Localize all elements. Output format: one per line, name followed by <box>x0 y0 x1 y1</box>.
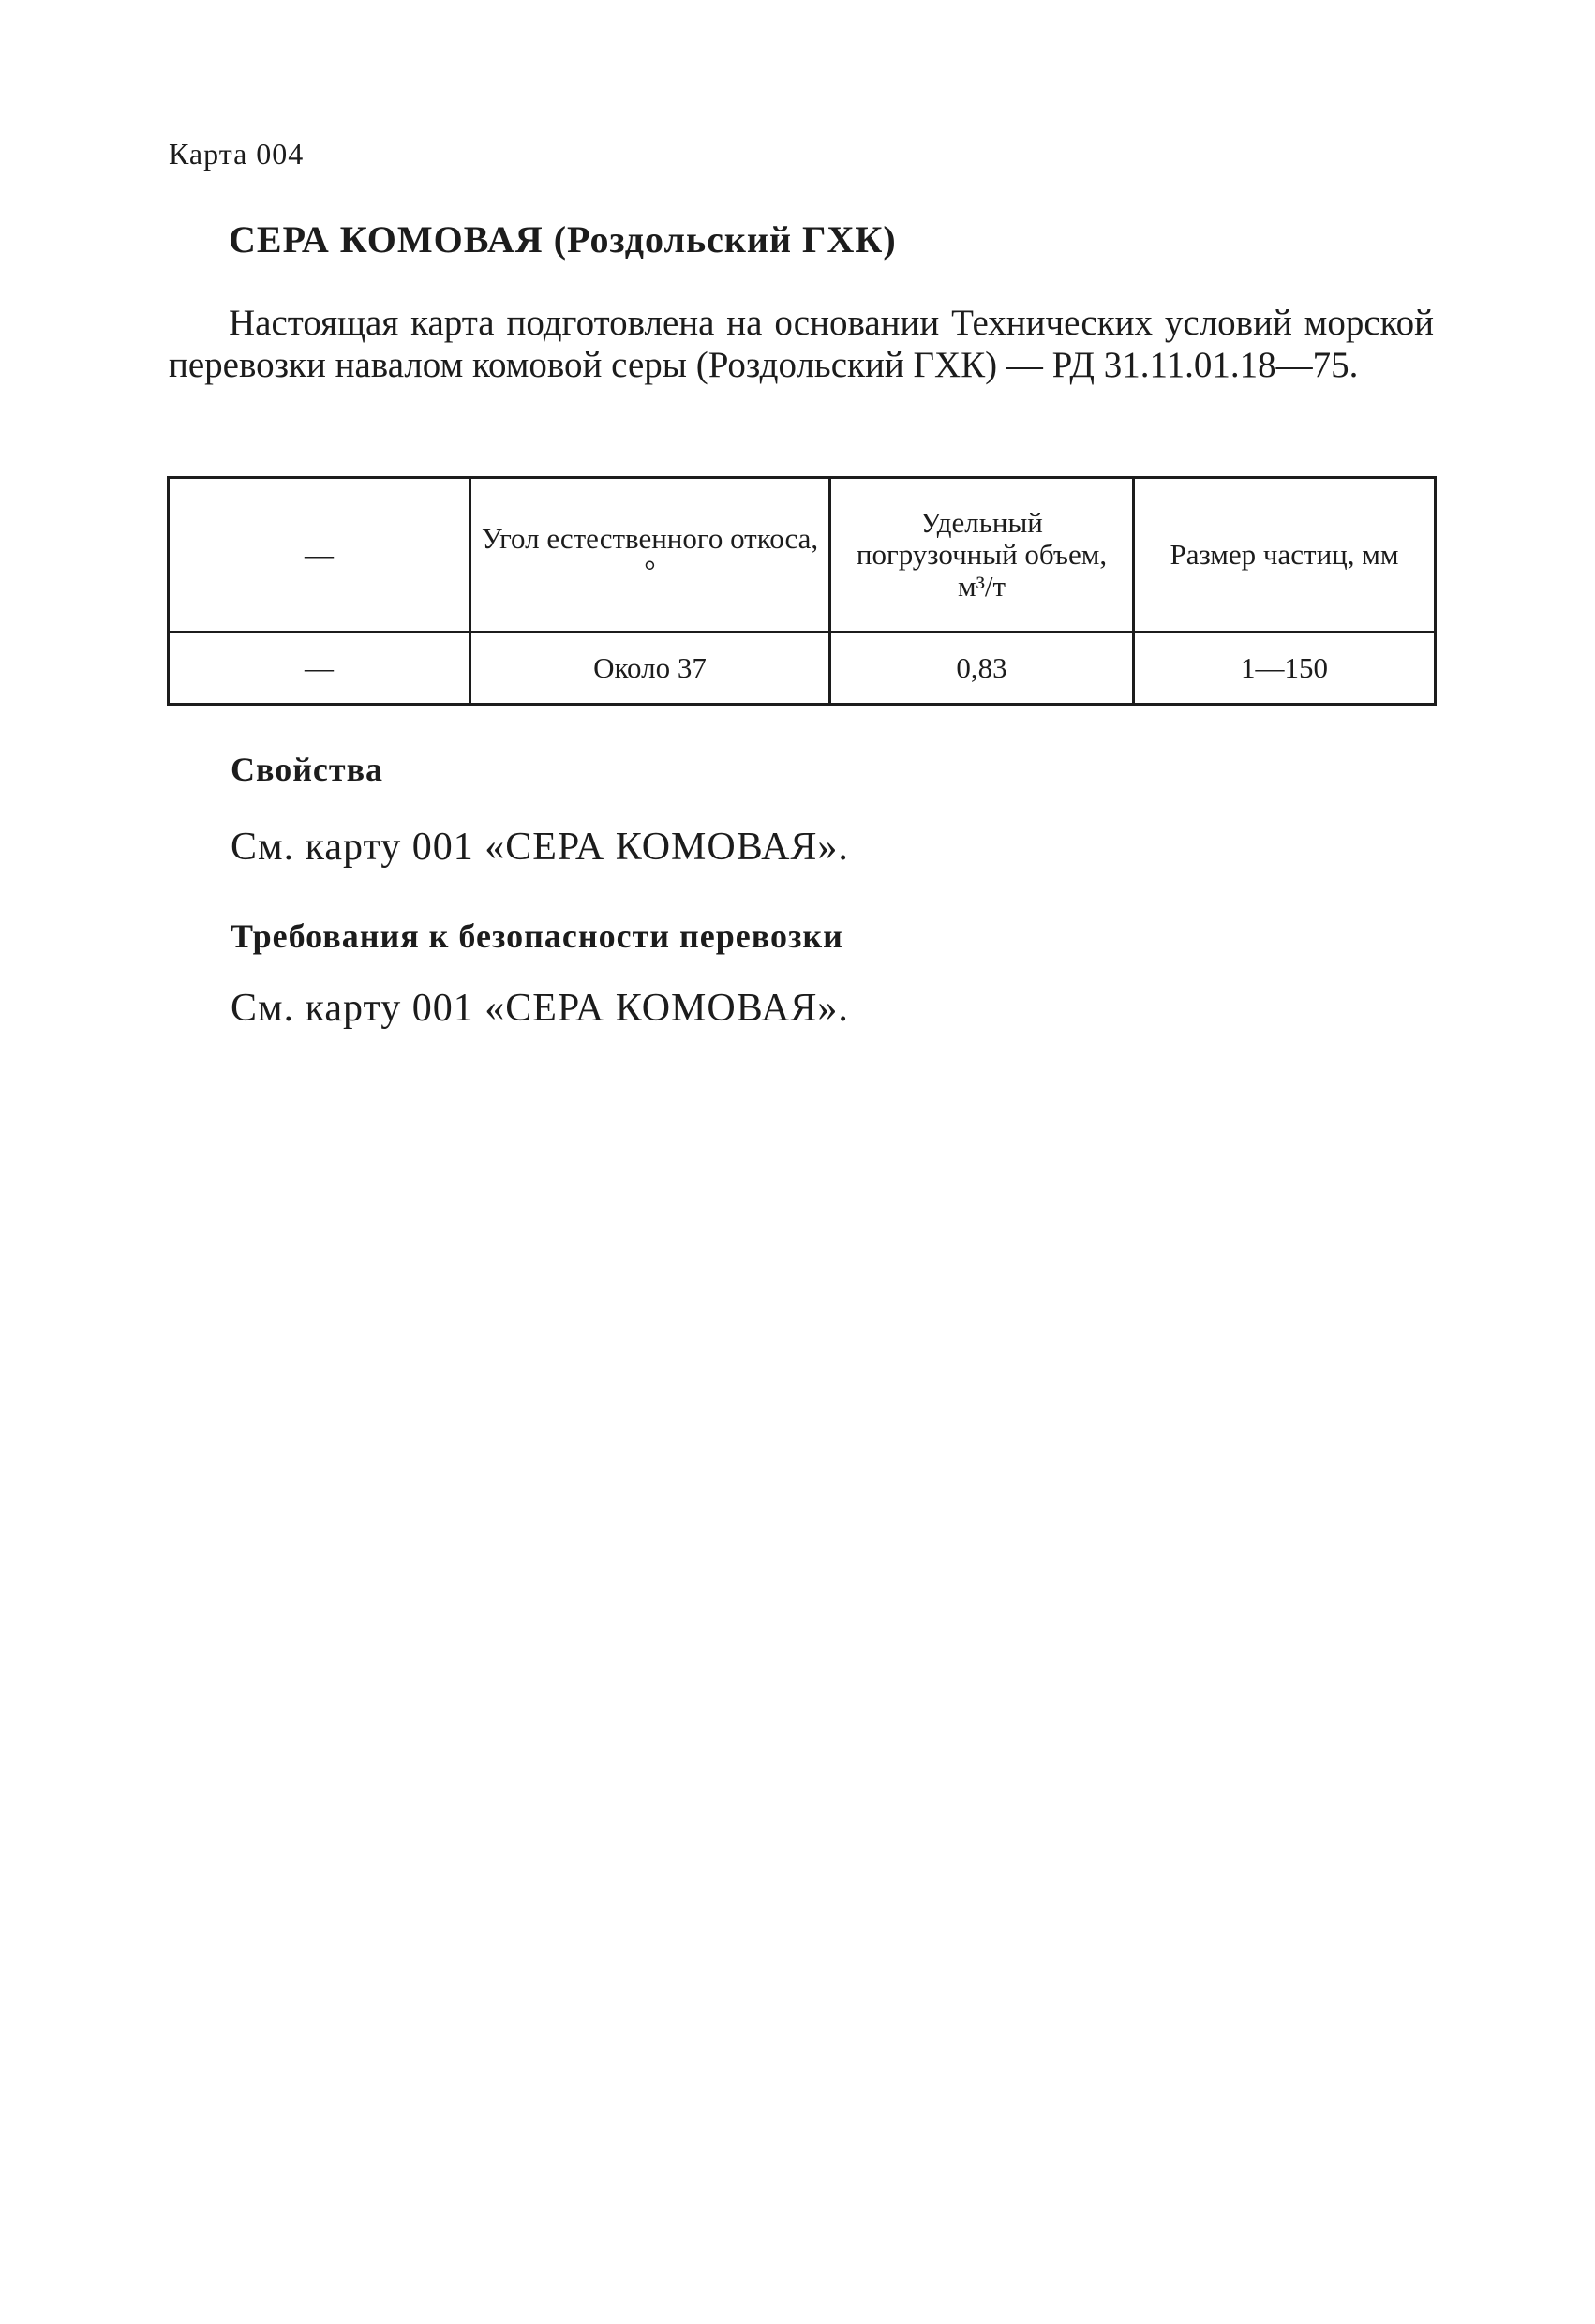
document-title: СЕРА КОМОВАЯ (Роздольский ГХК) <box>229 218 897 261</box>
table-cell: Около 37 <box>470 633 830 705</box>
table-cell: 0,83 <box>830 633 1134 705</box>
section-heading-properties: Свойства <box>231 751 384 788</box>
table-row <box>169 633 1436 705</box>
card-number: Карта 004 <box>169 137 305 171</box>
table-cell: 1—150 <box>1134 633 1436 705</box>
section-text-properties: См. карту 001 «СЕРА КОМОВАЯ». <box>231 826 849 869</box>
intro-paragraph: Настоящая карта подготовлена на основании Технических условий морской перевозки навалом комовой серы (Роздольский ГХК) — РД 31.11.01.18—75. <box>169 303 1434 385</box>
section-heading-safety: Требования к безопасности перевозки <box>231 917 843 955</box>
table-cell: — <box>169 633 470 705</box>
section-text-safety: См. карту 001 «СЕРА КОМОВАЯ». <box>231 987 849 1030</box>
table-header-row <box>169 478 1436 633</box>
properties-table <box>167 476 1437 706</box>
table-header-cell: Удельный погрузочный объем, м³/т <box>830 478 1134 633</box>
table-header-cell: — <box>169 478 470 633</box>
table-header-cell: Размер частиц, мм <box>1134 478 1436 633</box>
table-header-cell: Угол естественного откоса, ° <box>470 478 830 633</box>
